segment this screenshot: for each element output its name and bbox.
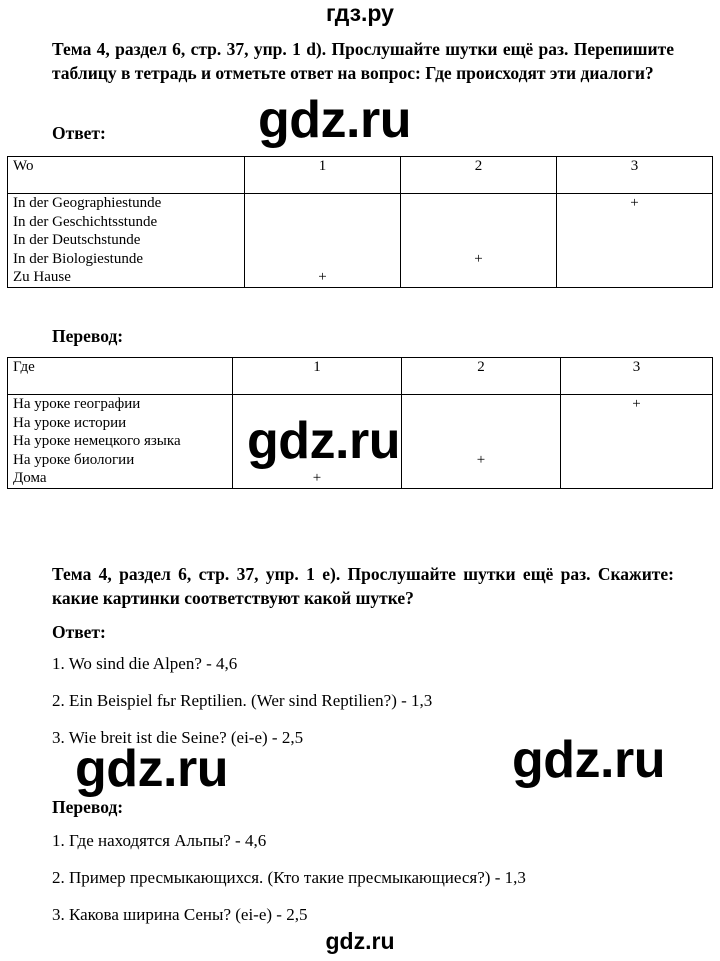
mark: + (318, 269, 327, 285)
mark (407, 414, 555, 433)
mark: + (632, 396, 641, 412)
mark (406, 231, 551, 250)
mark: + (476, 451, 486, 468)
table-header-cell: Wo (8, 157, 245, 194)
table-header-row (8, 358, 713, 395)
task-2-text: Тема 4, раздел 6, стр. 37, упр. 1 e). Прослушайте шутки ещё раз. Скажите: какие картинки соответствуют какой шутке? (52, 564, 674, 608)
table-header-cell: Где (8, 358, 233, 395)
translation-line: 2. Пример пресмыкающихся. (Кто такие пресмыкающиеся?) - 1,3 (52, 868, 526, 887)
mark (250, 213, 395, 232)
location-list (8, 194, 245, 288)
marks-column-3 (557, 194, 713, 288)
translation-line: 1. Где находятся Альпы? - 4,6 (52, 831, 267, 850)
site-watermark-header: гдз.ру (326, 0, 394, 26)
location-item: In der Deutschstunde (13, 232, 141, 248)
location-item: На уроке истории (13, 414, 127, 431)
mark (566, 432, 707, 451)
answer-heading-1: Ответ: (52, 123, 106, 143)
table-row (8, 194, 713, 288)
location-item: На уроке биологии (13, 451, 135, 468)
marks-column-2 (401, 194, 557, 288)
mark (407, 395, 555, 414)
watermark: gdz.ru (247, 412, 400, 470)
location-list (8, 395, 233, 489)
site-watermark-footer: gdz.ru (325, 928, 395, 954)
answer-table-german (7, 156, 713, 288)
location-item: На уроке географии (13, 396, 141, 412)
table-header-row (8, 157, 713, 194)
table-header-cell: 1 (233, 358, 402, 395)
answer-line: 2. Ein Beispiel fьr Reptilien. (Wer sind Reptilien?) - 1,3 (52, 691, 433, 710)
mark (238, 395, 396, 414)
table-header-cell: 2 (401, 157, 557, 194)
mark: + (630, 195, 639, 211)
mark (407, 469, 555, 488)
watermark: gdz.ru (258, 91, 411, 149)
mark (562, 231, 707, 250)
mark (250, 231, 395, 250)
answer-line: 1. Wo sind die Alpen? - 4,6 (52, 654, 238, 673)
translation-heading-1: Перевод: (52, 326, 124, 346)
mark (250, 250, 395, 269)
watermark: gdz.ru (75, 740, 228, 798)
watermark: gdz.ru (512, 731, 665, 789)
table-header-cell: 1 (245, 157, 401, 194)
mark: + (474, 250, 483, 267)
mark (562, 250, 707, 269)
mark (250, 194, 395, 213)
mark (562, 268, 707, 287)
mark (406, 213, 551, 232)
location-item: In der Geschichtsstunde (13, 213, 158, 230)
mark (566, 451, 707, 470)
location-item: In der Biologiestunde (13, 250, 143, 267)
answer-heading-2: Ответ: (52, 622, 106, 642)
mark: + (312, 470, 322, 486)
table-header-cell: 2 (402, 358, 561, 395)
location-item: Дома (13, 470, 47, 486)
mark (406, 194, 551, 213)
mark (406, 268, 551, 287)
mark (407, 432, 555, 451)
location-item: Zu Hause (13, 269, 71, 285)
mark (566, 414, 707, 433)
table-header-cell: 3 (557, 157, 713, 194)
task-1-text: Тема 4, раздел 6, стр. 37, упр. 1 d). Прослушайте шутки ещё раз. Перепишите таблицу в тетрадь и отметьте ответ на вопрос: Где происходят эти диалоги? (52, 39, 674, 83)
location-item: На уроке немецкого языка (13, 433, 181, 449)
marks-column-3 (561, 395, 713, 489)
mark (566, 469, 707, 488)
answer-line: 3. Wie breit ist die Seine? (ei-e) - 2,5 (52, 728, 304, 747)
marks-column-2 (402, 395, 561, 489)
table-header-cell: 3 (561, 358, 713, 395)
mark (562, 213, 707, 232)
translation-line: 3. Какова ширина Сены? (ei-e) - 2,5 (52, 905, 308, 924)
location-item: In der Geographiestunde (13, 195, 162, 211)
translation-heading-2: Перевод: (52, 797, 124, 817)
marks-column-1 (245, 194, 401, 288)
